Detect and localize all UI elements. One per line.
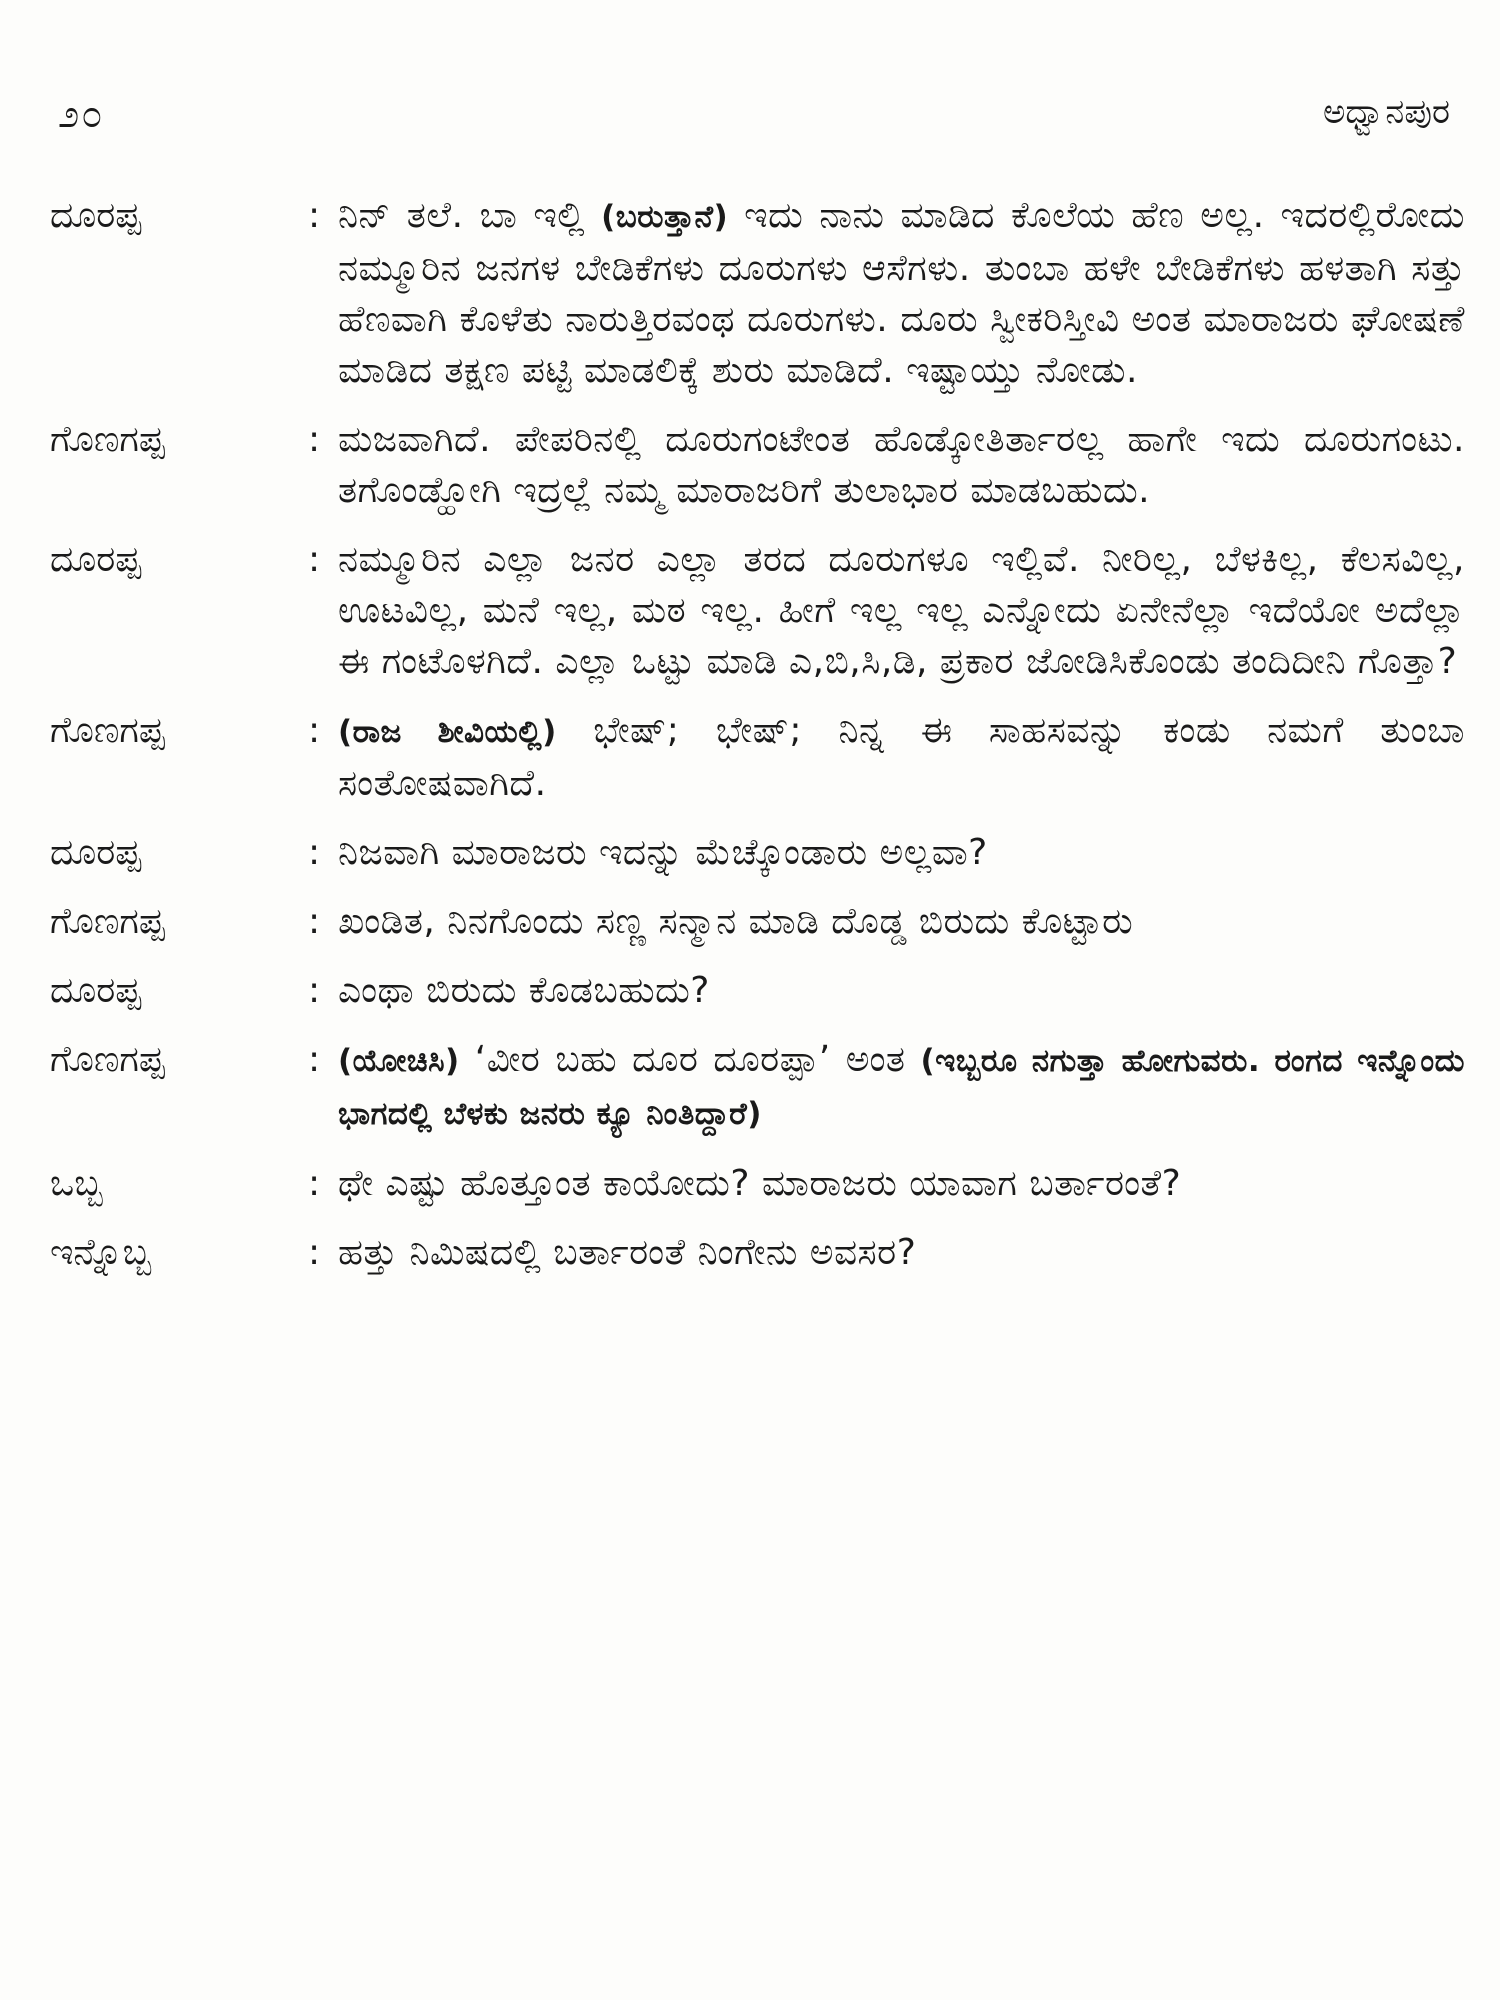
speech-part: ಥೇ ಎಷ್ಟು ಹೊತ್ತೂಂತ ಕಾಯೋದು? ಮಾರಾಜರು ಯಾವಾಗ ಬರ್ತಾರಂತೆ?	[338, 1163, 1182, 1204]
speech-part: ಭೇಷ್; ಭೇಷ್; ನಿನ್ನ ಈ ಸಾಹಸವನ್ನು ಕಂಡು ನಮಗೆ ತುಂಬಾ ಸಂತೋಷವಾಗಿದೆ.	[338, 710, 1465, 804]
running-title: ಅಧ್ವಾನಪುರ	[1322, 92, 1450, 132]
speech-text	[338, 1034, 1465, 1140]
dialogue-turn	[50, 1034, 1465, 1140]
speaker-colon: :	[308, 901, 321, 942]
speech-text	[338, 827, 1465, 878]
speaker-colon: :	[308, 419, 321, 460]
speech-part: ಖಂಡಿತ, ನಿನಗೊಂದು ಸಣ್ಣ ಸನ್ಮಾನ ಮಾಡಿ ದೊಡ್ಡ ಬಿರುದು ಕೊಟ್ಟಾರು	[338, 901, 1134, 942]
speaker-name: ಗೊಣಗಪ್ಪ	[50, 419, 165, 460]
speech-text	[338, 705, 1465, 809]
dialogue-turn	[50, 896, 1465, 947]
speaker-colon: :	[308, 970, 321, 1011]
dialogue-block	[50, 190, 1465, 1296]
speech-text	[338, 965, 1465, 1016]
speaker-name: ಒಬ್ಬ	[50, 1163, 103, 1204]
speaker-name: ದೂರಪ್ಪ	[50, 539, 142, 580]
speech-part: ‘ವೀರ ಬಹು ದೂರ ದೂರಪ್ಪಾ’ ಅಂತ	[459, 1039, 921, 1080]
speech-text	[338, 1158, 1465, 1209]
speaker-name: ದೂರಪ್ಪ	[50, 970, 142, 1011]
stage-direction: (ರಾಜ ಶೀವಿಯಲ್ಲಿ)	[338, 714, 557, 750]
speech-part: ಹತ್ತು ನಿಮಿಷದಲ್ಲಿ ಬರ್ತಾರಂತೆ ನಿಂಗೇನು ಅವಸರ?	[338, 1232, 917, 1273]
speech-part: ಎಂಥಾ ಬಿರುದು ಕೊಡಬಹುದು?	[338, 970, 710, 1011]
stage-direction: (ಬರುತ್ತಾನೆ)	[601, 199, 729, 235]
speaker-name: ಇನ್ನೊಬ್ಬ	[50, 1232, 152, 1273]
speech-text	[338, 534, 1465, 687]
speaker-name: ಗೊಣಗಪ್ಪ	[50, 901, 165, 942]
speaker-name: ದೂರಪ್ಪ	[50, 832, 142, 873]
speaker-colon: :	[308, 195, 321, 236]
speaker-name: ದೂರಪ್ಪ	[50, 195, 142, 236]
dialogue-turn	[50, 414, 1465, 516]
speech-part: ನಿಜವಾಗಿ ಮಾರಾಜರು ಇದನ್ನು ಮೆಚ್ಕೊಂಡಾರು ಅಲ್ಲವಾ?	[338, 832, 988, 873]
dialogue-turn	[50, 190, 1465, 396]
speaker-colon: :	[308, 1039, 321, 1080]
speaker-colon: :	[308, 1163, 321, 1204]
dialogue-turn	[50, 1227, 1465, 1278]
speaker-name: ಗೊಣಗಪ್ಪ	[50, 1039, 165, 1080]
speaker-colon: :	[308, 710, 321, 751]
stage-direction: (ಇಬ್ಬರೂ ನಗುತ್ತಾ ಹೋಗುವರು. ರಂಗದ ಇನ್ನೊಂದು ಭಾಗದಲ್ಲಿ ಬೆಳಕು ಜನರು ಕ್ಯೂ ನಿಂತಿದ್ದಾರೆ)	[338, 1043, 1465, 1132]
dialogue-turn	[50, 827, 1465, 878]
dialogue-turn	[50, 965, 1465, 1016]
dialogue-turn	[50, 705, 1465, 809]
dialogue-turn	[50, 1158, 1465, 1209]
speaker-colon: :	[308, 832, 321, 873]
speech-part: ನಿನ್ ತಲೆ. ಬಾ ಇಲ್ಲಿ	[338, 195, 602, 236]
stage-direction: (ಯೋಚಿಸಿ)	[338, 1043, 460, 1079]
speech-part: ನಮ್ಮೂರಿನ ಎಲ್ಲಾ ಜನರ ಎಲ್ಲಾ ತರದ ದೂರುಗಳೂ ಇಲ್ಲಿವೆ. ನೀರಿಲ್ಲ, ಬೆಳಕಿಲ್ಲ, ಕೆಲಸವಿಲ್ಲ, ಊಟವಿಲ್ಲ, ಮನೆ ಇಲ್ಲ, ಮಠ ಇಲ್ಲ. ಹೀಗೆ ಇಲ್ಲ ಇಲ್ಲ ಎನ್ನೋದು ಏನೇನೆಲ್ಲಾ ಇದೆಯೋ ಅದೆಲ್ಲಾ ಈ ಗಂಟೊಳಗಿದೆ. ಎಲ್ಲಾ ಒಟ್ಟು ಮಾಡಿ ಎ,ಬಿ,ಸಿ,ಡಿ, ಪ್ರಕಾರ ಜೋಡಿಸಿಕೊಂಡು ತಂದಿದೀನಿ ಗೊತ್ತಾ?	[338, 539, 1465, 682]
speech-text	[338, 896, 1465, 947]
speech-text	[338, 1227, 1465, 1278]
page-number: ೨೦	[58, 92, 105, 136]
speech-part: ಇದು ನಾನು ಮಾಡಿದ ಕೊಲೆಯ ಹೆಣ ಅಲ್ಲ. ಇದರಲ್ಲಿರೋದು ನಮ್ಮೂರಿನ ಜನಗಳ ಬೇಡಿಕೆಗಳು ದೂರುಗಳು ಆಸೆಗಳು. ತುಂಬಾ ಹಳೇ ಬೇಡಿಕೆಗಳು ಹಳತಾಗಿ ಸತ್ತು ಹೆಣವಾಗಿ ಕೊಳೆತು ನಾರುತ್ತಿರವಂಥ ದೂರುಗಳು. ದೂರು ಸ್ವೀಕರಿಸ್ತೀವಿ ಅಂತ ಮಾರಾಜರು ಘೋಷಣೆ ಮಾಡಿದ ತಕ್ಷಣ ಪಟ್ಟಿ ಮಾಡಲಿಕ್ಕೆ ಶುರು ಮಾಡಿದೆ. ಇಷ್ಟಾಯ್ತು ನೋಡು.	[338, 195, 1465, 391]
speech-text	[338, 414, 1465, 516]
speech-text	[338, 190, 1465, 396]
speaker-colon: :	[308, 1232, 321, 1273]
speaker-colon: :	[308, 539, 321, 580]
dialogue-turn	[50, 534, 1465, 687]
page-header	[58, 92, 1450, 142]
speech-part: ಮಜವಾಗಿದೆ. ಪೇಪರಿನಲ್ಲಿ ದೂರುಗಂಟೇಂತ ಹೊಡ್ಕೋತಿರ್ತಾರಲ್ಲ ಹಾಗೇ ಇದು ದೂರುಗಂಟು. ತಗೊಂಡ್ಹೋಗಿ ಇದ್ರಲ್ಲೆ ನಮ್ಮ ಮಾರಾಜರಿಗೆ ತುಲಾಭಾರ ಮಾಡಬಹುದು.	[338, 419, 1465, 511]
speaker-name: ಗೊಣಗಪ್ಪ	[50, 710, 165, 751]
